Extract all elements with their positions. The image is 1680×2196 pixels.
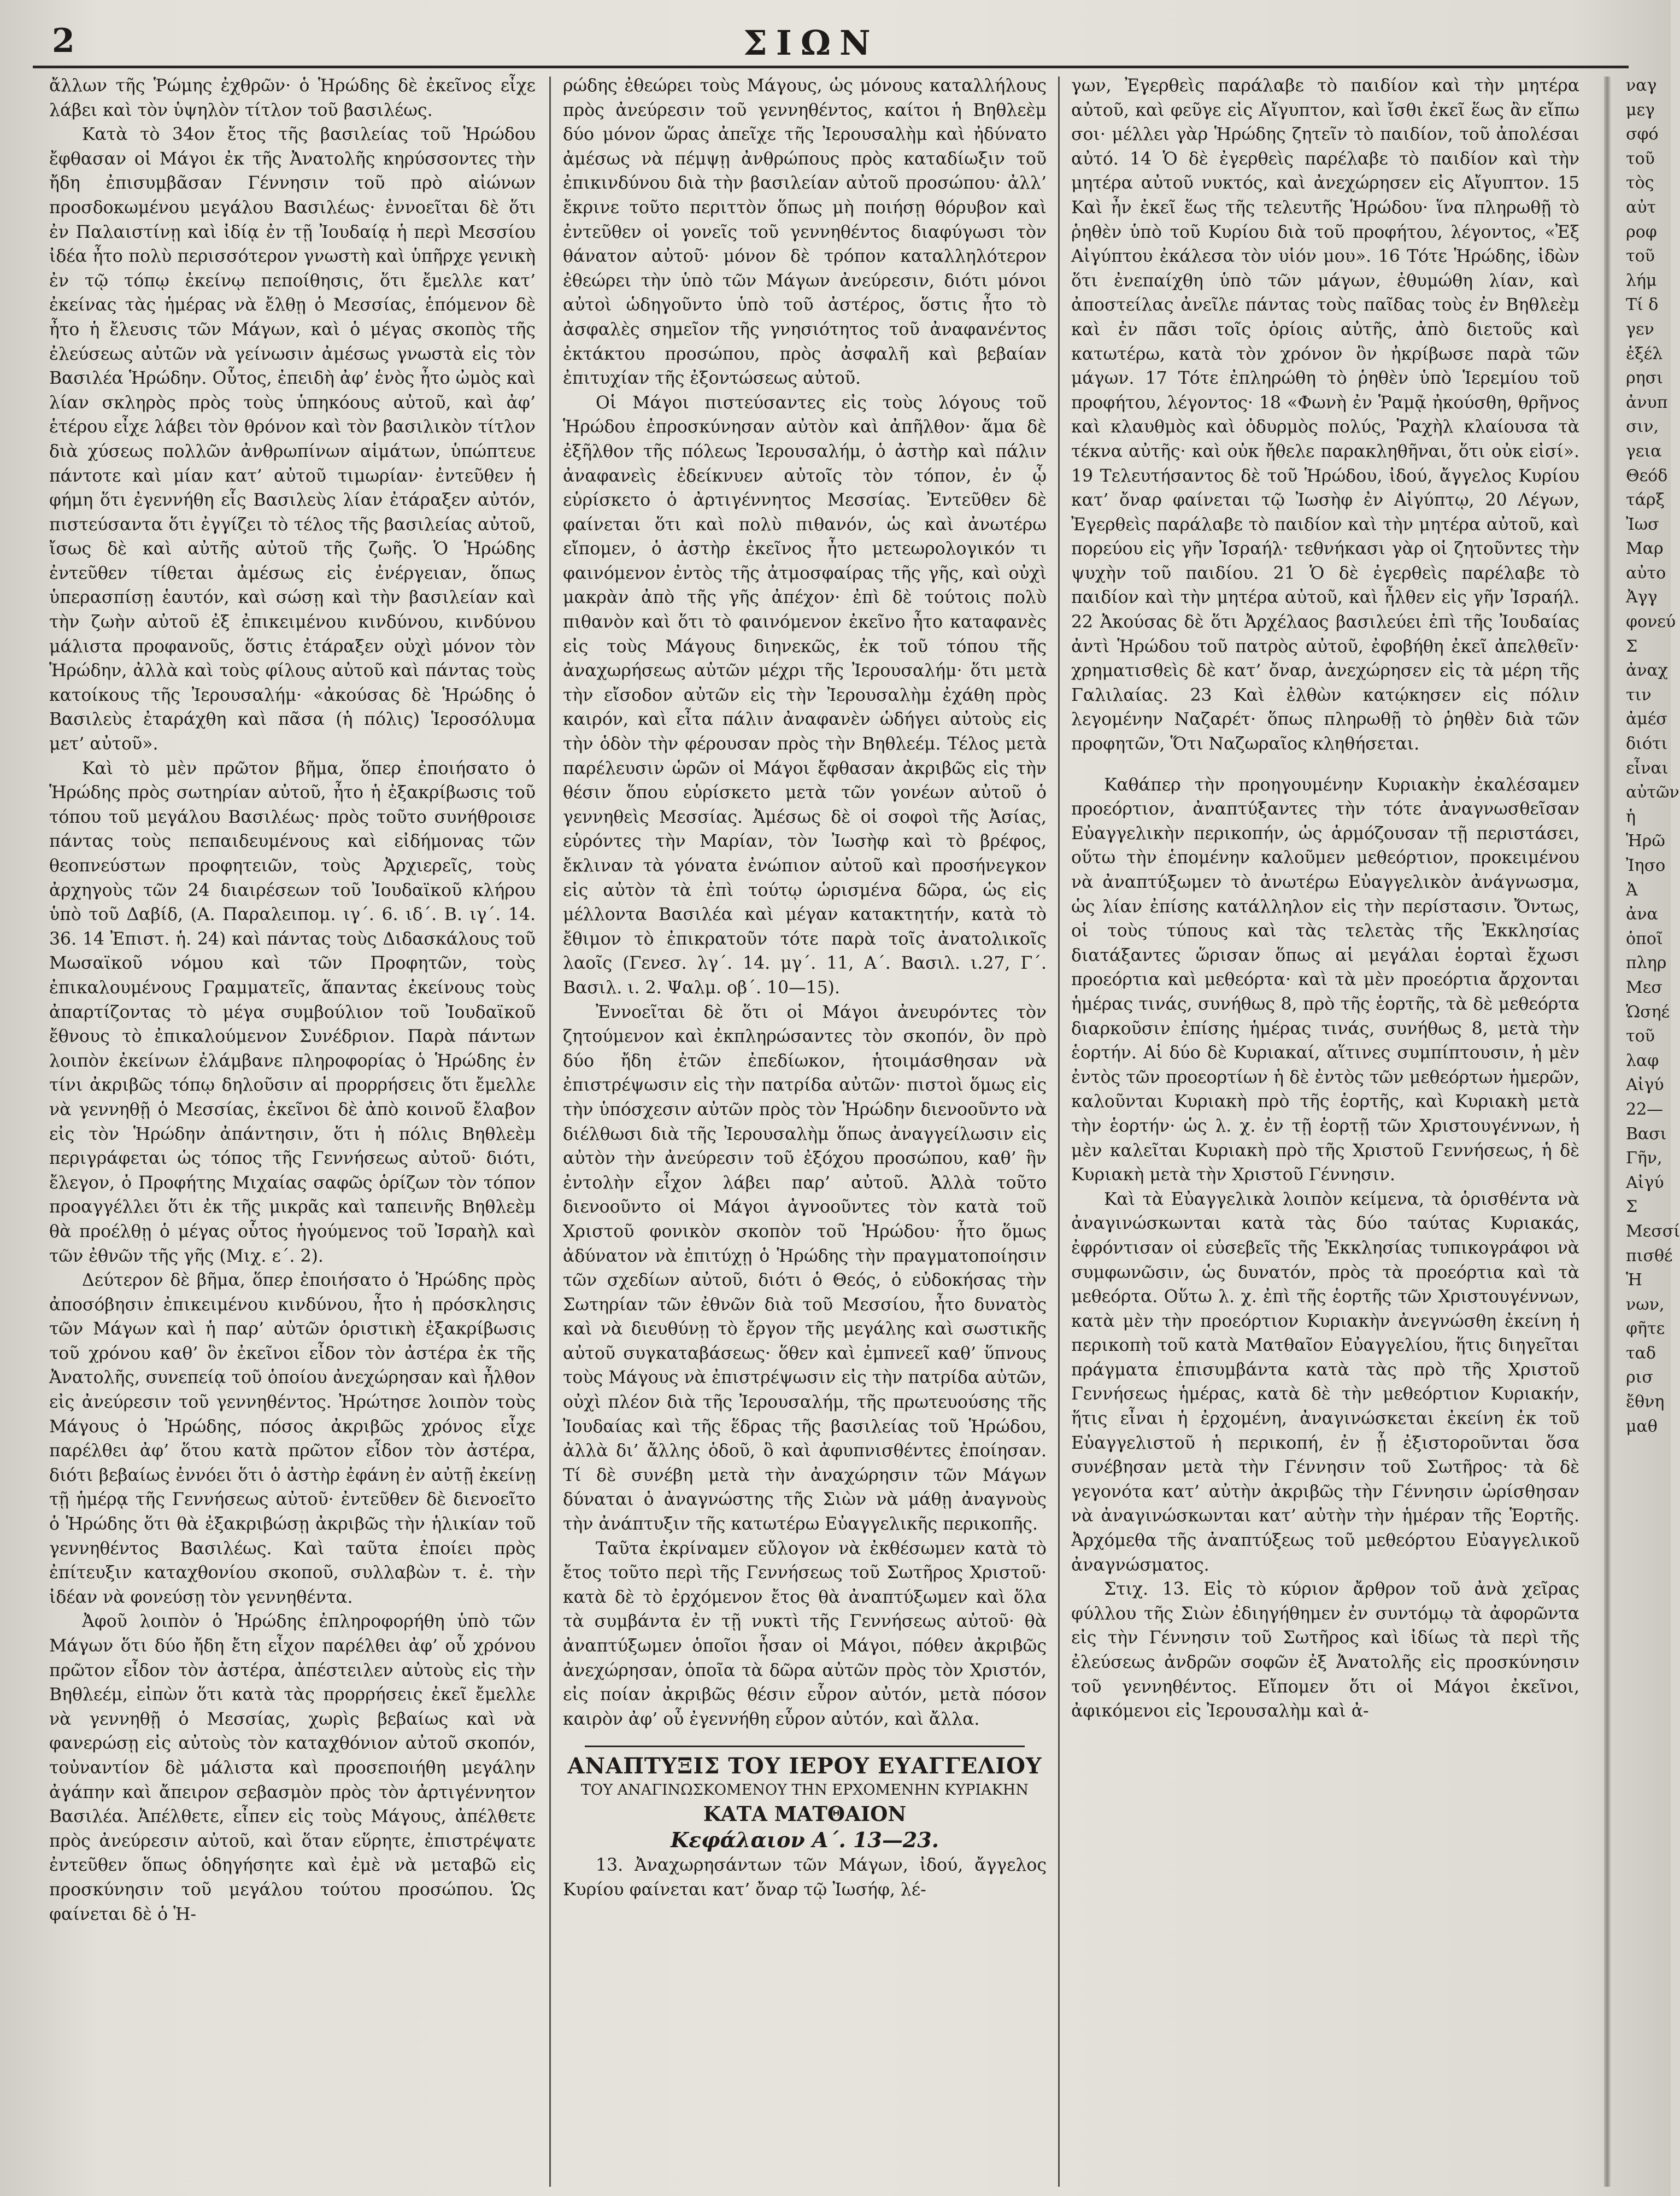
line-fragment: γεια: [1626, 441, 1662, 461]
gospel-section-heading: [563, 1746, 1047, 1853]
line-fragment: τοῦ: [1626, 149, 1655, 168]
line-fragment: Ἡ: [1626, 1270, 1642, 1290]
spacer: [1071, 757, 1579, 773]
masthead-title: ΣΙΩΝ: [743, 23, 879, 63]
paragraph: Ἐννοεῖται δὲ ὅτι οἱ Μάγοι ἀνευρόντες τὸν ζητούμενον καὶ ἐκπληρώσαντες τὸν σκοπόν, ὃν πρὸ δύο ἤδη ἐτῶν ἐπεδίωκον, ἡτοιμάσθησαν νὰ ἐπιστρέψωσιν εἰς τὴν πατρίδα αὐτῶν· πιστοὶ ὅμως εἰς τὴν ὑπόσχεσιν αὐτῶν πρὸς τὸν Ἡρώδην διενοοῦντο νὰ διέλθωσι διὰ τῆς Ἰερουσαλὴμ ὅπως ἀναγγείλωσιν εἰς αὐτὸν τὴν ἀνεύρεσιν τοῦ ἐξόχου προσώπου, καθ’ ἣν ἐντολὴν εἶχον λάβει παρ’ αὐτοῦ. Ἀλλὰ τοῦτο διενοοῦντο οἱ Μάγοι ἀγνοοῦντες τὸν κατὰ τοῦ Χριστοῦ φονικὸν σκοπὸν τοῦ Ἡρώδου· ἦτο ὅμως ἀδύνατον νὰ ἐπιτύχῃ ὁ Ἡρώδης τὴν πραγματοποίησιν τῶν σχεδίων αὐτοῦ, διότι ὁ Θεός, ὁ εὐδοκήσας τὴν Σωτηρίαν τῶν ἐθνῶν διὰ τοῦ Μεσσίου, ἦτο δυνατὸς καὶ νὰ διευθύνῃ τὸ ἔργον τῆς μεγάλης καὶ σωστικῆς αὐτοῦ συγκαταβάσεως· ὅθεν καὶ ἐμπνεεῖ καθ’ ὕπνους τοὺς Μάγους νὰ ἐπιστρέψωσιν εἰς τὴν πατρίδα αὐτῶν, οὐχὶ πλέον διὰ τῆς Ἰερουσαλήμ, τῆς πρωτευούσης τῆς Ἰουδαίας καὶ τῆς ἕδρας τῆς βασιλείας τοῦ Ἡρώδου, ἀλλὰ δι’ ἄλλης ὁδοῦ, ὃ καὶ ἀφυπνισθέντες ἐποίησαν. Τί δὲ συνέβη μετὰ τὴν ἀναχώρησιν τῶν Μάγων δύναται ὁ ἀναγνώστης τῆς Σιὼν νὰ μάθῃ ἀναγνοὺς τὴν ἀνάπτυξιν τῆς κατωτέρω Εὐαγγελικῆς περικοπῆς.: [563, 1002, 1047, 1535]
column-3: [1071, 74, 1579, 2189]
line-fragment: Σ: [1626, 1197, 1638, 1217]
line-fragment: ναγ: [1626, 76, 1657, 95]
paragraph: Ἀφοῦ λοιπὸν ὁ Ἡρώδης ἐπληροφορήθη ὑπὸ τῶν Μάγων ὅτι δύο ἤδη ἔτη εἶχον παρέλθει ἀφ’ οὗ χρόνου πρῶτον εἶδον τὸν ἀστέρα, ἀπέστειλεν αὐτοὺς εἰς τὴν Βηθλεέμ, εἰπὼν ὅτι κατὰ τὰς προρρήσεις ἐκεῖ ἔμελλε νὰ γεννηθῇ ὁ Μεσσίας, χωρὶς βεβαίως καὶ νὰ φανερώσῃ εἰς αὐτοὺς τὸν καταχθόνιον αὐτοῦ σκοπόν, τοὐναντίον δὲ μάλιστα καὶ προσεποιήθη μεγάλην ἀγάπην καὶ ἄπειρον σεβασμὸν πρὸς τὸν ἀρτιγέννητον Βασιλέα. Ἀπέλθετε, εἶπεν εἰς τοὺς Μάγους, ἀπέλθετε πρὸς ἀνεύρεσιν αὐτοῦ, καὶ ὅταν εὕρητε, ἐπιστρέψατε ἐντεῦθεν ὅπως ὁδηγήσητε καὶ ἐμὲ νὰ μεταβῶ εἰς προσκύνησιν τοῦ μεγάλου τούτου προσώπου. Ὡς φαίνεται δὲ ὁ Ἡ-: [49, 1612, 536, 1924]
column-2: [563, 74, 1047, 2189]
line-fragment: Μαρ: [1626, 539, 1664, 559]
line-fragment: Ἰωσ: [1626, 514, 1659, 534]
line-fragment: φονεύ: [1626, 612, 1676, 632]
line-fragment: ἀμέσ: [1626, 710, 1667, 729]
line-fragment: φῆτε: [1626, 1319, 1665, 1339]
line-fragment: Σ: [1626, 636, 1638, 656]
chapter-reference: Κεφάλαιον Α΄. 13—23.: [671, 1828, 939, 1853]
line-fragment: Μεσ: [1626, 977, 1663, 997]
section-subtitle: ΤΟΥ ΑΝΑΓΙΝΩΣΚΟΜΕΝΟΥ ΤΗΝ ΕΡΧΟΜΕΝΗΝ ΚΥΡΙΑΚΗΝ: [581, 1782, 1029, 1799]
line-fragment: ταδ: [1626, 1343, 1656, 1363]
line-fragment: 22—: [1626, 1099, 1664, 1119]
page-header: [0, 0, 1671, 66]
line-fragment: Ἀγγ: [1626, 588, 1658, 607]
line-fragment: πισθέ: [1626, 1246, 1673, 1266]
page-number: 2: [52, 22, 75, 60]
line-fragment: Αἰγύ: [1626, 1173, 1664, 1192]
line-fragment: σιν,: [1626, 417, 1659, 437]
line-fragment: σφό: [1626, 125, 1659, 144]
line-fragment: ὁποῖ: [1626, 929, 1663, 948]
line-fragment: ἐξέλ: [1626, 344, 1663, 364]
section-title: ΑΝΑΠΤΥΞΙΣ ΤΟΥ ΙΕΡΟΥ ΕΥΑΓΓΕΛΙΟΥ: [567, 1753, 1042, 1779]
line-fragment: ἀνα: [1626, 905, 1658, 924]
line-fragment: τιν: [1626, 685, 1652, 705]
line-fragment: Γῆν,: [1626, 1149, 1663, 1168]
paragraph: Καὶ τὸ μὲν πρῶτον βῆμα, ὅπερ ἐποιήσατο ὁ Ἡρώδης πρὸς σωτηρίαν αὐτοῦ, ἦτο ἡ ἐξακρίβωσις τοῦ τόπου τοῦ μεγάλου Βασιλέως· πρὸς τοῦτο συνήθροισε πάντας τοὺς πεπαιδευμένους καὶ εἰδήμονας τῶν θεοπνεύστων προφητειῶν, τοὺς Ἀρχιερεῖς, τοὺς ἀρχηγοὺς τῶν 24 διαιρέσεων τοῦ Ἰουδαϊκοῦ κλήρου ὑπὸ τοῦ Δαβίδ, (Α. Παραλειπομ. ιγ΄. 6. ιδ΄. Β. ιγ΄. 14. 36. 14 Ἐπιστ. ἡ. 24) καὶ πάντας τοὺς Διδασκάλους τοῦ Μωσαϊκοῦ νόμου καὶ τῶν Προφητῶν, τοὺς ἐπικαλουμένους Γραμματεῖς, ἅπαντας ἐκείνους τοὺς ἀπαρτίζοντας τὸ μέγα συμβούλιον τοῦ Ἰουδαϊκοῦ ἔθνους τὸ ἐπικαλούμενον Συνέδριον. Παρὰ πάντων λοιπὸν ἐκείνων ἐλάμβανε πληροφορίας ὁ Ἡρώδης ἐν τίνι ἀκριβῶς τόπῳ δηλοῦσιν αἱ προρρήσεις ὅτι ἔμελλε νὰ γεννηθῇ ὁ Μεσσίας, ἐκεῖνοι δὲ ἀπὸ κοινοῦ ἔλαβον εἰς τὸν Ἡρώδην ἀπάντησιν, ὅτι ἡ πόλις Βηθλεὲμ περιγράφεται ὡς τόπος τῆς Γεννήσεως αὐτοῦ· διότι, ἔλεγον, ὁ Προφήτης Μιχαίας σαφῶς ὁρίζων τὸν τόπον προαγγέλλει ὅτι ἐκ τῆς μικρᾶς καὶ ταπεινῆς Βηθλεὲμ θὰ προέλθῃ ὁ μέγας οὗτος ἡγούμενος τοῦ Ἰσραὴλ καὶ τῶν ἐθνῶν τῆς γῆς (Μιχ. ε΄. 2).: [49, 758, 536, 1266]
line-fragment: μεγ: [1626, 100, 1655, 120]
paragraph: Δεύτερον δὲ βῆμα, ὅπερ ἐποιήσατο ὁ Ἡρώδης πρὸς ἀποσόβησιν ἐπικειμένου κινδύνου, ἦτο ἡ πρόσκλησις τῶν Μάγων καὶ ἡ παρ’ αὐτῶν ὁριστικὴ ἐξακρίβωσις τοῦ χρόνου καθ’ ὃν ἐκεῖνοι εἶδον τὸν ἀστέρα ἐκ τῆς Ἀνατολῆς, συνεπείᾳ τοῦ ὁποίου ἀνεχώρησαν καὶ ἦλθον εἰς ἀνεύρεσιν τοῦ γεννηθέντος. Ἠρώτησε λοιπὸν τοὺς Μάγους ὁ Ἡρώδης, πόσος ἀκριβῶς χρόνος εἶχε παρέλθει ἀφ’ ὅτου κατὰ πρῶτον εἶδον τὸν ἀστέρα, διότι βεβαίως ἐννόει ὅτι ὁ ἀστὴρ ἐφάνη ἐν αὐτῇ ἐκείνῃ τῇ ἡμέρᾳ τῆς Γεννήσεως αὐτοῦ· ἐντεῦθεν δὲ διενοεῖτο ὁ Ἡρώδης ὅτι θὰ ἐξακριβώσῃ ἀκριβῶς τὴν ἡλικίαν τοῦ γεννηθέντος Βασιλέως. Καὶ ταῦτα ἐποίει πρὸς ἐπίτευξιν καταχθονίου σκοποῦ, συλλαβὼν τ. ἐ. τὴν ἰδέαν νὰ φονεύσῃ τὸν γεννηθέντα.: [49, 1270, 536, 1607]
line-fragment: Μεσσί: [1626, 1221, 1680, 1241]
paragraph: Ταῦτα ἐκρίναμεν εὔλογον νὰ ἐκθέσωμεν κατὰ τὸ ἔτος τοῦτο περὶ τῆς Γεννήσεως τοῦ Σωτῆρος Χριστοῦ· κατὰ δὲ τὸ ἐρχόμενον ἔτος θὰ ἀναπτύξωμεν καὶ ὅλα τὰ συμβάντα ἐν τῇ νυκτὶ τῆς Γεννήσεως αὐτοῦ· θὰ ἀναπτύξωμεν ὁποῖοι ἦσαν οἱ Μάγοι, πόθεν ἀκριβῶς ἀνεχώρησαν, ὁποῖα τὰ δῶρα αὐτῶν πρὸς τὸν Χριστόν, εἰς ποίαν ἀκριβῶς θέσιν εὗρον αὐτόν, μετὰ πόσον καιρὸν ἀφ’ οὗ ἐγεννήθη εὗρον αὐτόν, καὶ ἄλλα.: [563, 1538, 1047, 1729]
line-fragment: αὐτῶν: [1626, 783, 1679, 803]
paragraph: γων, Ἐγερθεὶς παράλαβε τὸ παιδίον καὶ τὴν μητέρα αὐτοῦ, καὶ φεῦγε εἰς Αἴγυπτον, καὶ ἴσθι ἐκεῖ ἕως ἂν εἴπω σοι· μέλλει γὰρ Ἡρώδης ζητεῖν τὸ παιδίον, τοῦ ἀπολέσαι αὐτό. 14 Ὁ δὲ ἐγερθεὶς παρέλαβε τὸ παιδίον καὶ τὴν μητέρα αὐτοῦ νυκτός, καὶ ἀνεχώρησεν εἰς Αἴγυπτον. 15 Καὶ ἦν ἐκεῖ ἕως τῆς τελευτῆς Ἡρώδου· ἵνα πληρωθῇ τὸ ῥηθὲν ὑπὸ τοῦ Κυρίου διὰ τοῦ προφήτου, λέγοντος, «Ἐξ Αἰγύπτου ἐκάλεσα τὸν υἱόν μου». 16 Τότε Ἡρώδης, ἰδὼν ὅτι ἐνεπαίχθη ὑπὸ τῶν μάγων, ἐθυμώθη λίαν, καὶ ἀποστείλας ἀνεῖλε πάντας τοὺς παῖδας τοὺς ἐν Βηθλεὲμ καὶ ἐν πᾶσι τοῖς ὁρίοις αὐτῆς, ἀπὸ διετοῦς καὶ κατωτέρω, κατὰ τὸν χρόνον ὃν ἠκρίβωσε παρὰ τῶν μάγων. 17 Τότε ἐπληρώθη τὸ ῥηθὲν ὑπὸ Ἱερεμίου τοῦ προφήτου, λέγοντος· 18 «Φωνὴ ἐν Ῥαμᾷ ἠκούσθη, θρῆνος καὶ κλαυθμὸς καὶ ὀδυρμὸς πολύς, Ῥαχὴλ κλαίουσα τὰ τέκνα αὐτῆς· καὶ οὐκ ἤθελε παρακληθῆναι, ὅτι οὐκ εἰσί». 19 Τελευτήσαντος δὲ τοῦ Ἡρώδου, ἰδού, ἄγγελος Κυρίου κατ’ ὄναρ φαίνεται τῷ Ἰωσὴφ ἐν Αἰγύπτῳ, 20 Λέγων, Ἐγερθεὶς παράλαβε τὸ παιδίον καὶ τὴν μητέρα αὐτοῦ, καὶ πορεύου εἰς γῆν Ἰσραήλ· τεθνήκασι γὰρ οἱ ζητοῦντες τὴν ψυχὴν τοῦ παιδίου. 21 Ὁ δὲ ἐγερθεὶς παρέλαβε τὸ παιδίον καὶ τὴν μητέρα αὐτοῦ, καὶ ἦλθεν εἰς γῆν Ἰσραήλ. 22 Ἀκούσας δὲ ὅτι Ἀρχέλαος βασιλεύει ἐπὶ τῆς Ἰουδαίας ἀντὶ Ἡρώδου τοῦ πατρὸς αὐτοῦ, ἐφοβήθη ἐκεῖ ἀπελθεῖν· χρηματισθεὶς δὲ κατ’ ὄναρ, ἀνεχώρησεν εἰς τὰ μέρη τῆς Γαλιλαίας. 23 Καὶ ἐλθὼν κατῴκησεν εἰς πόλιν λεγομένην Ναζαρέτ· ὅπως πληρωθῇ τὸ ῥηθὲν διὰ τῶν προφητῶν, Ὅτι Ναζωραῖος κληθήσεται.: [1071, 76, 1579, 754]
line-fragment: ἀναχ: [1626, 661, 1668, 681]
line-fragment: αὐτο: [1626, 563, 1666, 583]
line-fragment: διότι: [1626, 734, 1668, 754]
line-fragment: ἡ: [1626, 807, 1636, 827]
paragraph: Κατὰ τὸ 34ον ἔτος τῆς βασιλείας τοῦ Ἡρώδου ἔφθασαν οἱ Μάγοι ἐκ τῆς Ἀνατολῆς κηρύσσοντες τὴν ἤδη ἐπισυμβᾶσαν Γέννησιν τοῦ πρὸ αἰώνων προσδοκωμένου μεγάλου Βασιλέως· ἐννοεῖται δὲ ὅτι ἐν Παλαιστίνῃ καὶ ἰδίᾳ ἐν τῇ Ἰουδαίᾳ ἡ περὶ Μεσσίου ἰδέα ἦτο πολὺ περισσότερον γνωστὴ καὶ ὑπῆρχε γενικὴ ἐν τῷ τόπῳ ἐκείνῳ πεποίθησις, ὅτι ἔμελλε κατ’ ἐκείνας τὰς ἡμέρας νὰ ἔλθῃ ὁ Μεσσίας, ἑπόμενον δὲ ἦτο ἡ ἔλευσις τῶν Μάγων, καὶ ὁ μέγας σκοπὸς τῆς ἐλεύσεως αὐτῶν νὰ γείνωσιν ἀμέσως γνωστὰ εἰς τὸν Βασιλέα Ἡρώδην. Οὗτος, ἐπειδὴ ἀφ’ ἑνὸς ἦτο ὠμὸς καὶ λίαν σκληρὸς πρὸς τοὺς ὑπηκόους αὐτοῦ, καὶ ἀφ’ ἑτέρου εἶχε λάβει τὸν θρόνον καὶ τὸν βασιλικὸν τίτλον διὰ χύσεως πολλῶν ἀνθρωπίνων αἱμάτων, ὑπώπτευε πάντοτε καὶ μίαν κατ’ αὐτοῦ τιμωρίαν· ἐντεῦθεν ἡ φήμη ὅτι ἐγεννήθη εἷς Βασιλεὺς λίαν ἐτάραξεν αὐτόν, πιστεύσαντα ὅτι ἐγγίζει τὸ τέλος τῆς βασιλείας αὐτοῦ, ἴσως δὲ καὶ αὐτῆς αὐτοῦ τῆς ζωῆς. Ὁ Ἡρώδης ἐντεῦθεν τίθεται ἀμέσως εἰς ἐνέργειαν, ὅπως ὑπερασπίσῃ ἑαυτόν, καὶ σώσῃ καὶ τὴν βασιλείαν καὶ τὴν ζωὴν αὐτοῦ ἐξ ἐπικειμένου κινδύνου, κινδύνου μάλιστα προφανοῦς, ὅστις ἐτάραξεν οὐχὶ μόνον τὸν Ἡρώδην, ἀλλὰ καὶ τοὺς φίλους αὐτοῦ καὶ πάντας τοὺς κατοίκους τῆς Ἰερουσαλήμ· «ἀκούσας δὲ Ἡρώδης ὁ Βασιλεὺς ἐταράχθη καὶ πᾶσα (ἡ πόλις) Ἱεροσόλυμα μετ’ αὐτοῦ».: [49, 125, 536, 754]
column-4-fragment: [1626, 74, 1680, 2189]
paragraph: Καθάπερ τὴν προηγουμένην Κυριακὴν ἐκαλέσαμεν προεόρτιον, ἀναπτύξαντες τὴν τότε ἀναγνωσθεῖσαν Εὐαγγελικὴν περικοπήν, ὡς ἁρμόζουσαν τῇ περιστάσει, οὕτω τὴν ἑπομένην καλοῦμεν μεθεόρτιον, προκειμένου νὰ ἀναπτύξωμεν τὸ ἀνωτέρω Εὐαγγελικὸν ἀνάγνωσμα, ὡς λίαν ἐπίσης κατάλληλον εἰς τὴν περίστασιν. Ὄντως, οἱ τοὺς τύπους καὶ τὰς τελετὰς τῆς Ἐκκλησίας διατάξαντες ὥρισαν ὅπως αἱ μεγάλαι ἑορταὶ ἔχωσι προεόρτια καὶ μεθεόρτα· καὶ τὰ μὲν προεόρτια ἄρχονται ἡμέρας τινάς, συνήθως 8, πρὸ τῆς ἑορτῆς, τὰ δὲ μεθεόρτα διαρκοῦσιν ἐπίσης ἡμέρας τινάς, συνήθως 8, μετὰ τὴν ἑορτήν. Αἱ δύο δὲ Κυριακαί, αἵτινες συμπίπτουσιν, ἡ μὲν ἐντὸς τῶν προεορτίων ἡ δὲ ἐντὸς τῶν μεθεόρτων ἡμερῶν, καλοῦνται Κυριακὴ πρὸ τῆς ἑορτῆς, καὶ Κυριακὴ μετὰ τὴν ἑορτήν· ὡς λ. χ. ἐν τῇ ἑορτῇ τῶν Χριστουγέννων, ἡ μὲν καλεῖται Κυριακὴ πρὸ τῆς Χριστοῦ Γεννήσεως, ἡ δὲ Κυριακὴ μετὰ τὴν Χριστοῦ Γέννησιν.: [1071, 775, 1579, 1185]
column-divider: [1058, 77, 1060, 2187]
paragraph: 13. Ἀναχωρησάντων τῶν Μάγων, ἰδού, ἄγγελος Κυρίου φαίνεται κατ’ ὄναρ τῷ Ἰωσήφ, λέ-: [563, 1855, 1047, 1900]
header-rule: [33, 66, 1629, 68]
line-fragment: αὐτ: [1626, 197, 1656, 217]
line-fragment: τάρξ: [1626, 490, 1665, 510]
paragraph: Στιχ. 13. Εἰς τὸ κύριον ἄρθρον τοῦ ἀνὰ χεῖρας φύλλου τῆς Σιὼν ἐδιηγήθημεν ἐν συντόμῳ τὰ ἀφορῶντα εἰς τὴν Γέννησιν τοῦ Σωτῆρος καὶ ἰδίως τὰ περὶ τῆς ἐλεύσεως ἀνδρῶν σοφῶν ἐξ Ἀνατολῆς εἰς προσκύνησιν τοῦ γεννηθέντος. Εἴπομεν ὅτι οἱ Μάγοι ἐκεῖνοι, ἀφικόμενοι εἰς Ἰερουσαλὴμ καὶ ἀ-: [1071, 1579, 1579, 1721]
paragraph: Καὶ τὰ Εὐαγγελικὰ λοιπὸν κείμενα, τὰ ὁρισθέντα νὰ ἀναγινώσκωνται κατὰ τὰς δύο ταύτας Κυριακάς, ἐφρόντισαν οἱ εὐσεβεῖς τῆς Ἐκκλησίας τυπικογράφοι νὰ συμφωνῶσιν, ὡς δυνατόν, πρὸς τὰ προεόρτια καὶ τὰ μεθεόρτα. Οὕτω λ. χ. ἐπὶ τῆς ἑορτῆς τῶν Χριστουγέννων, κατὰ μὲν τὴν προεόρτιον Κυριακὴν ἀνεγνώσθη ἐκείνη ἡ περικοπὴ τοῦ κατὰ Ματθαῖον Εὐαγγελίου, ἥτις διηγεῖται πράγματα ἐπισυμβάντα κατὰ τὰς πρὸ τῆς Χριστοῦ Γεννήσεως ἡμέρας, κατὰ δὲ τὴν μεθεόρτιον Κυριακήν, ἥτις εἶναι ἡ ἐρχομένη, ἀναγινώσκεται ἐκείνη ἐκ τοῦ Εὐαγγελιστοῦ ἡ περικοπή, ἐν ᾗ ἐξιστοροῦνται ὅσα συνέβησαν μετὰ τὴν Γέννησιν τοῦ Σωτῆρος· τὰ δὲ γεγονότα κατ’ αὐτὴν ἀκριβῶς τὴν Γέννησιν ὡρίσθησαν νὰ ἀναγινώσκωνται κατ’ αὐτὴν τὴν ἡμέραν τῆς Ἑορτῆς. Ἀρχόμεθα τῆς ἀναπτύξεως τοῦ μεθεόρτου Εὐαγγελικοῦ ἀναγνώσματος.: [1071, 1189, 1579, 1575]
line-fragment: λήμ: [1626, 271, 1657, 290]
line-fragment: τοῦ: [1626, 247, 1655, 266]
page-fold: [1604, 77, 1611, 2187]
line-fragment: νων,: [1626, 1295, 1665, 1314]
paragraph: Οἱ Μάγοι πιστεύσαντες εἰς τοὺς λόγους τοῦ Ἡρώδου ἐπροσκύνησαν αὐτὸν καὶ ἀπῆλθον· ἅμα δὲ ἐξῆλθον τῆς πόλεως Ἰερουσαλήμ, ὁ ἀστὴρ καὶ πάλιν ἀναφανεὶς ἐδείκνυεν αὐτοῖς τὸν τόπον, ἐν ᾧ εὑρίσκετο ὁ ἀρτιγέννητος Μεσσίας. Ἐντεῦθεν δὲ φαίνεται ὅτι καὶ πολὺ πιθανόν, ὡς καὶ ἀνωτέρω εἴπομεν, ὁ ἀστὴρ ἐκεῖνος ἦτο μετεωρολογικόν τι φαινόμενον ἐντὸς τῆς ἀτμοσφαίρας τῆς γῆς, καὶ οὐχὶ μακρὰν ἀπὸ τῆς γῆς ἀπέχον· ἐπὶ δὲ τούτοις πολὺ πιθανὸν καὶ ὅτι τὸ φαινόμενον ἐκεῖνο ἦτο καταφανὲς εἰς τοὺς Μάγους διηνεκῶς, ἐκ τοῦ τόπου τῆς ἀναχωρήσεως αὐτῶν μέχρι τῆς Ἰερουσαλήμ· ὅτι μετὰ τὴν εἴσοδον αὐτῶν εἰς τὴν Ἰερουσαλὴμ ἐχάθη πρὸς καιρόν, καὶ εἶτα πάλιν ἀναφανὲν ὡδήγει αὐτοὺς εἰς τὴν ὁδὸν τὴν φέρουσαν πρὸς τὴν Βηθλεέμ. Τέλος μετὰ παρέλευσιν ὡρῶν οἱ Μάγοι ἔφθασαν ἀκριβῶς εἰς τὴν θέσιν ὅπου εὑρίσκετο μετὰ τῶν γονέων αὐτοῦ ὁ γεννηθεὶς Μεσσίας. Ἀμέσως δὲ οἱ σοφοὶ τῆς Ἀσίας, εὑρόντες τὴν Μαρίαν, τὸν Ἰωσὴφ καὶ τὸ βρέφος, ἔκλιναν τὰ γόνατα ἐνώπιον αὐτοῦ καὶ προσήνεγκον εἰς αὐτὸν τὰ ἐπὶ τούτῳ ὡρισμένα δῶρα, ὡς εἰς μέλλοντα Βασιλέα καὶ μέγαν κατακτητήν, κατὰ τὸ ἔθιμον τὸ ἐπικρατοῦν τότε παρὰ τοῖς ἀνατολικοῖς λαοῖς (Γενεσ. λγ΄. 14. μγ΄. 11, Α΄. Βασιλ. ι.27, Γ΄. Βασιλ. ι. 2. Ψαλμ. οβ΄. 10—15).: [563, 393, 1047, 998]
line-fragment: ρισ: [1626, 1368, 1653, 1387]
line-fragment: εἶναι: [1626, 758, 1669, 778]
line-fragment: Ἡρῶ: [1626, 831, 1665, 851]
column-1: [49, 74, 536, 2189]
paragraph: ἄλλων τῆς Ῥώμης ἐχθρῶν· ὁ Ἡρώδης δὲ ἐκεῖνος εἶχε λάβει καὶ τὸν ὑψηλὸν τίτλον τοῦ βασιλέως.: [49, 76, 536, 120]
line-fragment: γεν: [1626, 319, 1654, 339]
line-fragment: ἀνυπ: [1626, 393, 1668, 412]
line-fragment: ρησι: [1626, 368, 1663, 388]
line-fragment: πληρ: [1626, 953, 1667, 973]
paragraph: ρώδης ἐθεώρει τοὺς Μάγους, ὡς μόνους καταλλήλους πρὸς ἀνεύρεσιν τοῦ γεννηθέντος, καίτοι ἡ Βηθλεὲμ δύο μόνον ὥρας ἀπεῖχε τῆς Ἰερουσαλὴμ καὶ ἠδύνατο ἀμέσως νὰ πέμψῃ ἀνθρώπους πρὸς καταδίωξιν τοῦ ἐπικινδύνου διὰ τὴν βασιλείαν αὐτοῦ προσώπου· ἀλλ’ ἔκρινε τοῦτο περιττὸν ὅπως μὴ ποιήσῃ θόρυβον καὶ ἐντεῦθεν οἱ γονεῖς τοῦ γεννηθέντος διαφύγωσι τὸν θάνατον αὐτοῦ· μόνον δὲ τρόπον καταλληλότερον ἐθεώρει τὴν ὑπὸ τῶν Μάγων ἀνεύρεσιν, διότι μόνοι αὐτοὶ ὡδηγοῦντο ὑπὸ τοῦ ἀστέρος, ὅστις ἦτο τὸ ἀσφαλὲς σημεῖον τῆς γνησιότητος τοῦ ἀναφανέντος ἐκτάκτου προσώπου, πρὸς ἀσφαλῆ καὶ βεβαίαν ἐπιτυχίαν τῆς ἐξοντώσεως αὐτοῦ.: [563, 76, 1047, 389]
line-fragment: Τί δ: [1626, 295, 1659, 315]
line-fragment: Βασι: [1626, 1124, 1667, 1144]
line-fragment: Θεόδ: [1626, 466, 1668, 485]
line-fragment: Ὡσηέ: [1626, 1002, 1670, 1022]
line-fragment: ροφ: [1626, 222, 1657, 242]
line-fragment: Ἀ: [1626, 880, 1638, 900]
line-fragment: τοῦ: [1626, 1027, 1655, 1046]
heading-rule: [585, 1746, 1025, 1747]
line-fragment: Αἰγύ: [1626, 1075, 1664, 1095]
line-fragment: τὸς: [1626, 173, 1654, 193]
line-fragment: Ἰησο: [1626, 856, 1666, 875]
line-fragment: μαθ: [1626, 1416, 1658, 1436]
gospel-name: ΚΑΤΑ ΜΑΤΘΑΙΟΝ: [703, 1802, 907, 1826]
line-fragment: λαφ: [1626, 1051, 1659, 1070]
column-divider: [549, 77, 551, 2187]
line-fragment: ἔθνη: [1626, 1392, 1665, 1412]
